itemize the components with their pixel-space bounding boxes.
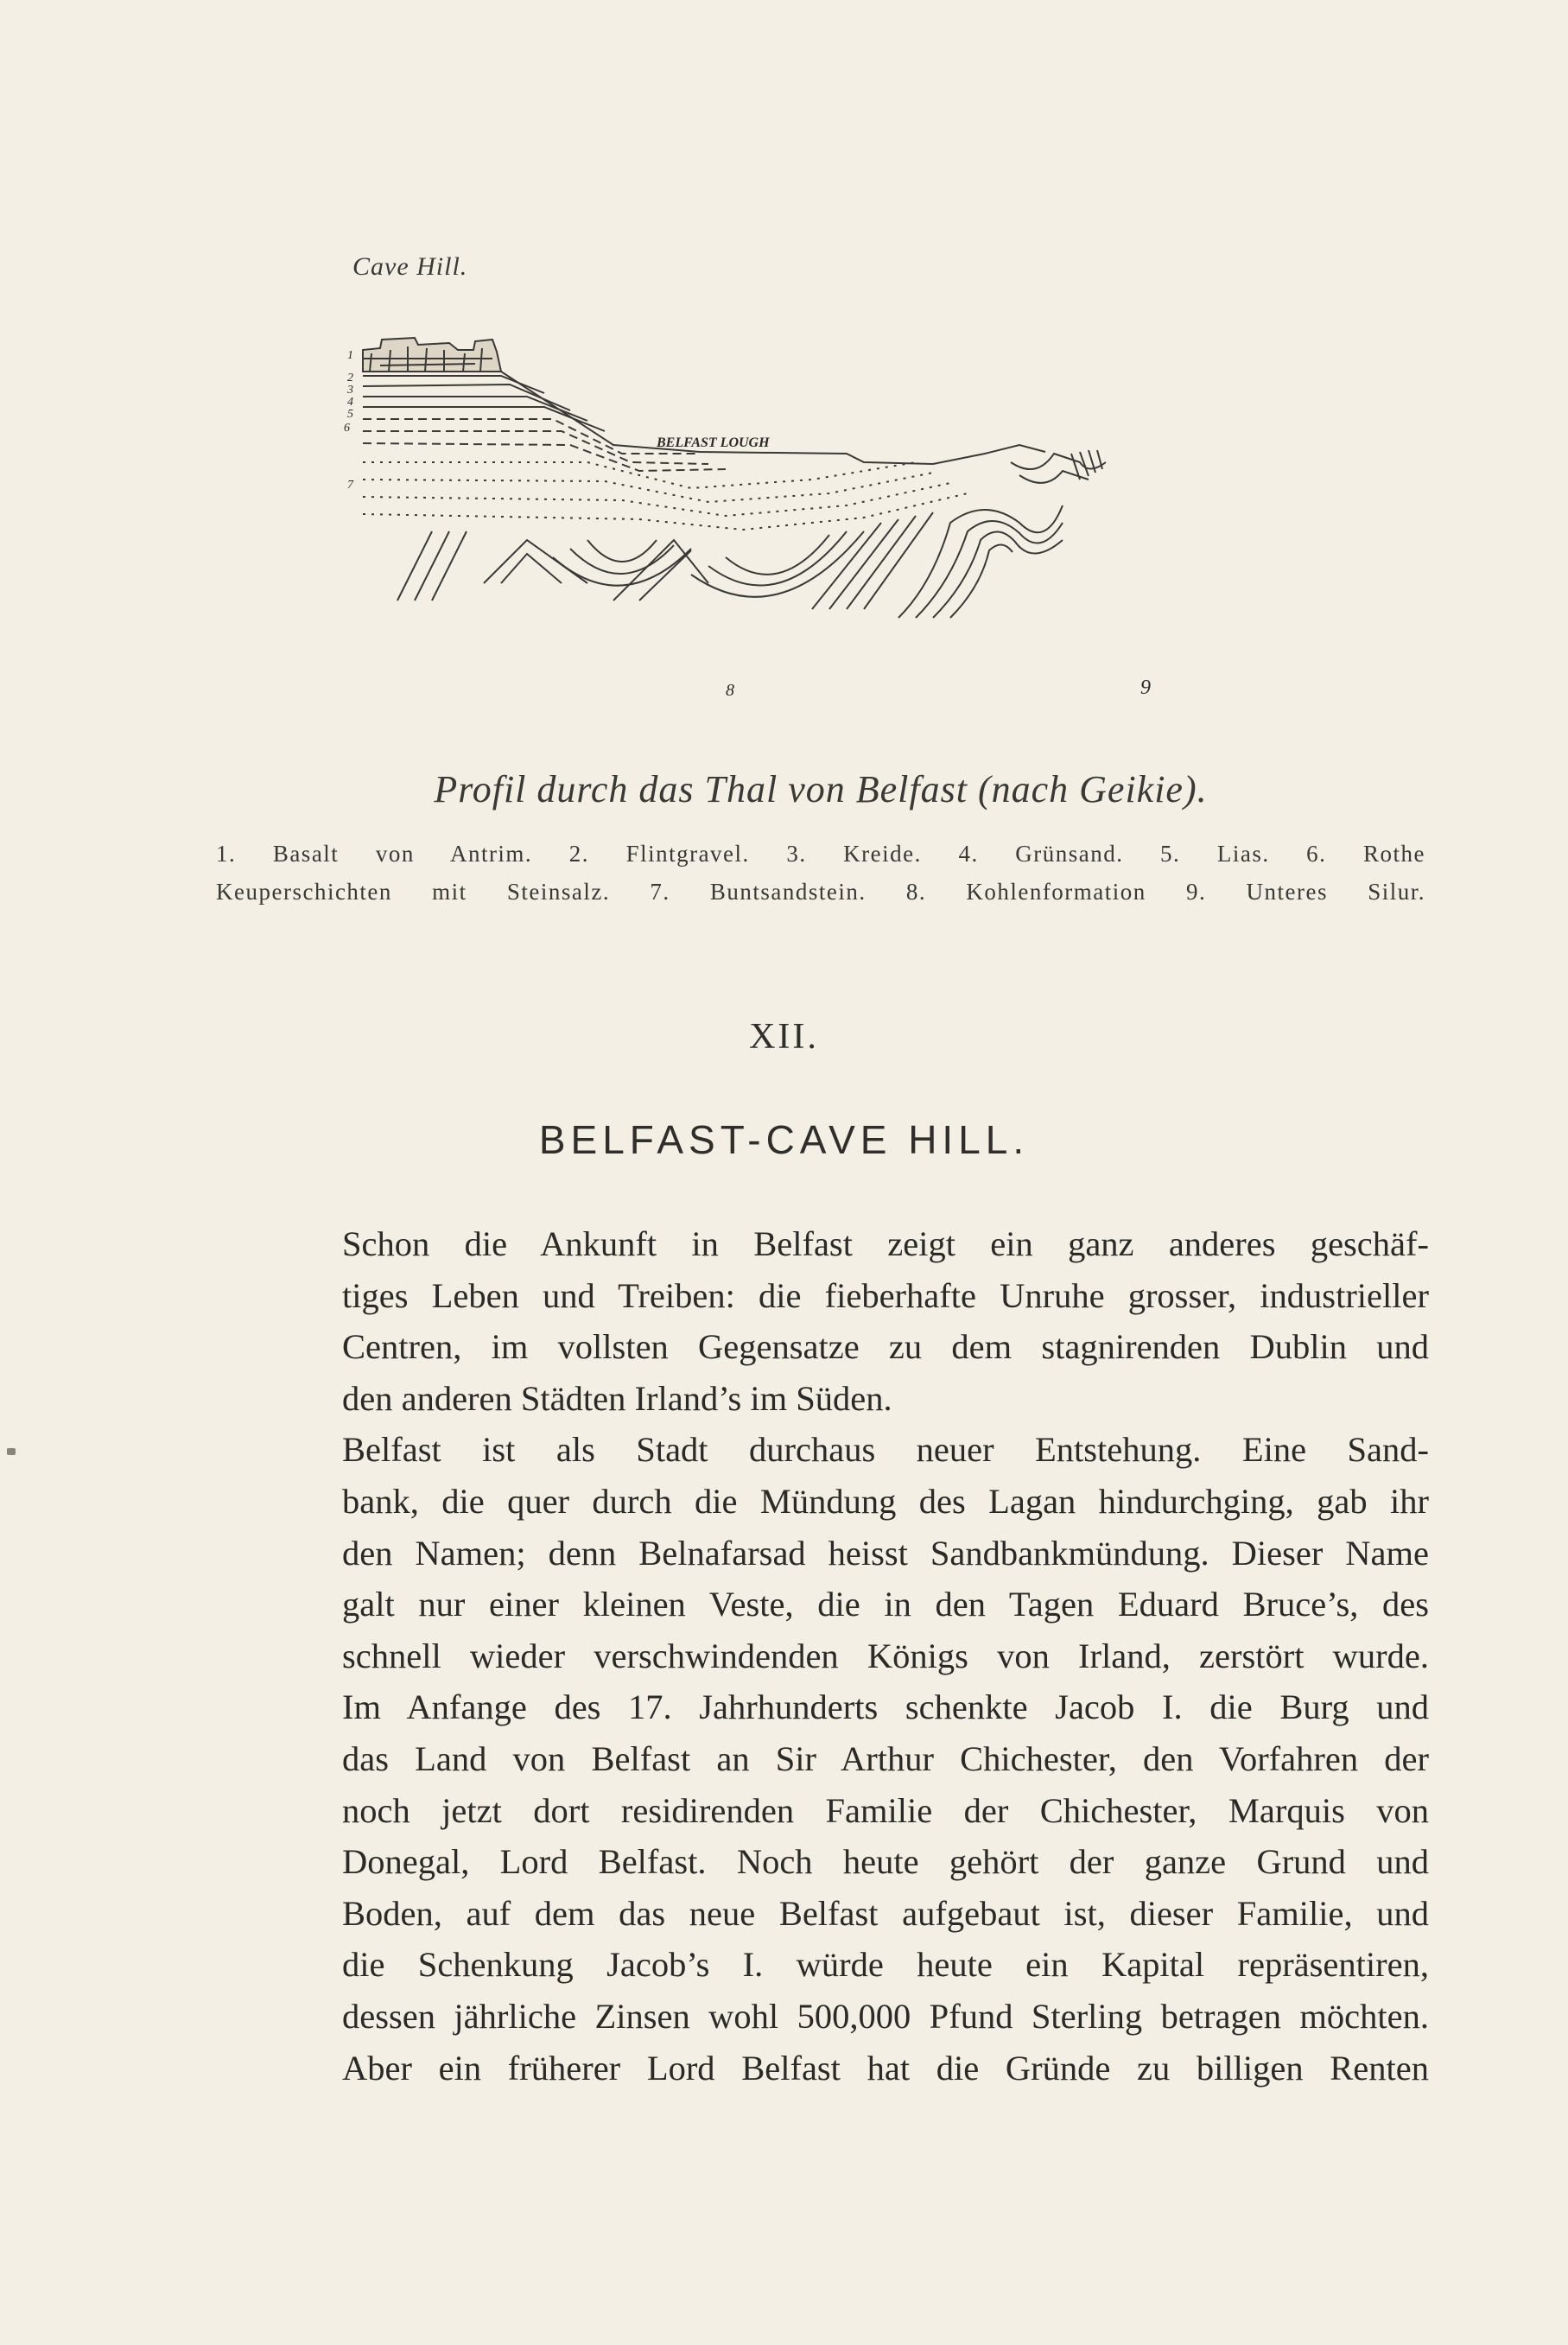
silurian-2 xyxy=(916,521,1063,618)
chapter-number: XII. xyxy=(749,1017,819,1057)
chapter-title: BELFAST-CAVE HILL. xyxy=(538,1117,1030,1162)
body-text xyxy=(216,1218,1429,2094)
text-line: das Land von Belfast an Sir Arthur Chichester, den Vorfahren der xyxy=(342,1738,1429,1778)
text-line: den Namen; denn Belnafarsad heisst Sandbankmündung. Dieser Name xyxy=(342,1533,1429,1573)
layer-number-8: 8 xyxy=(726,681,734,700)
text-line: den anderen Städten Irland’s im Süden. xyxy=(342,1378,892,1418)
text-line: noch jetzt dort residirenden Familie der Chichester, Marquis von xyxy=(342,1790,1429,1830)
legend-line: 1. Basalt von Antrim. 2. Flintgravel. 3. Kreide. 4. Grünsand. 5. Lias. 6. Rothe xyxy=(216,841,1425,867)
text-line: Im Anfange des 17. Jahrhunderts schenkte Jacob I. die Burg und xyxy=(342,1687,1429,1727)
text-line: Schon die Ankunft in Belfast zeigt ein ganz anderes geschäf- xyxy=(342,1224,1429,1263)
text-line: bank, die quer durch die Mündung des Lagan hindurchging, gab ihr xyxy=(342,1481,1429,1521)
fold-1 xyxy=(397,531,467,601)
text-line: Centren, im vollsten Gegensatze zu dem stagnirenden Dublin und xyxy=(342,1327,1429,1367)
layer-4 xyxy=(363,397,587,421)
fold-7 xyxy=(613,540,708,601)
figure-top-label: Cave Hill. xyxy=(352,252,468,281)
layer-7a xyxy=(363,462,916,488)
fold-12 xyxy=(812,512,933,609)
fold-8 xyxy=(639,550,691,601)
paragraph-2 xyxy=(216,1424,1429,2094)
layer-number-1: 1 xyxy=(347,349,353,362)
fold-6 xyxy=(587,540,657,562)
silurian-4 xyxy=(950,544,1013,618)
layer-number-6: 6 xyxy=(344,422,350,435)
figure-inset-label: BELFAST LOUGH xyxy=(657,435,770,450)
ground-surface xyxy=(501,372,1045,464)
text-line: dessen jährliche Zinsen wohl 500,000 Pfund Sterling betragen möchten. xyxy=(342,1996,1429,2036)
layer-7c xyxy=(363,483,950,516)
fold-11 xyxy=(726,535,829,575)
text-line: schnell wieder verschwindenden Königs von Irland, zerstört wurde. xyxy=(342,1636,1429,1675)
layer-7d xyxy=(363,493,968,530)
layer-number-2: 2 xyxy=(347,372,353,384)
fold-5 xyxy=(570,545,674,574)
legend-line: Keuperschichten mit Steinsalz. 7. Buntsandstein. 8. Kohlenformation 9. Unteres Silur. xyxy=(216,879,1425,905)
layer-number-3: 3 xyxy=(347,384,353,397)
figure-caption: Profil durch das Thal von Belfast (nach Geikie). xyxy=(434,768,1208,810)
text-line: tiges Leben und Treiben: die fieberhafte Unruhe grosser, industrieller xyxy=(342,1275,1429,1315)
layer-number-7: 7 xyxy=(347,479,353,492)
text-line: Donegal, Lord Belfast. Noch heute gehört der ganze Grund und xyxy=(342,1842,1429,1882)
text-line: Belfast ist als Stadt durchaus neuer Entstehung. Eine Sand- xyxy=(342,1430,1429,1470)
layer-number-5: 5 xyxy=(347,408,353,421)
text-line: Aber ein früherer Lord Belfast hat die Gründe zu billigen Renten xyxy=(342,2048,1429,2088)
text-line: die Schenkung Jacob’s I. würde heute ein Kapital repräsentiren, xyxy=(342,1945,1429,1985)
geological-profile-figure xyxy=(328,324,1279,730)
figure-legend xyxy=(216,835,1425,911)
paragraph-1 xyxy=(216,1218,1429,1424)
margin-mark xyxy=(7,1448,16,1455)
layer-number-4: 4 xyxy=(347,396,353,409)
text-line: galt nur einer kleinen Veste, die in den Tagen Eduard Bruce’s, des xyxy=(342,1585,1429,1624)
layer-number-9: 9 xyxy=(1140,677,1151,699)
fold-4 xyxy=(553,549,691,586)
silurian-1 xyxy=(898,505,1063,618)
text-line: Boden, auf dem das neue Belfast aufgebaut ist, dieser Familie, und xyxy=(342,1893,1429,1933)
